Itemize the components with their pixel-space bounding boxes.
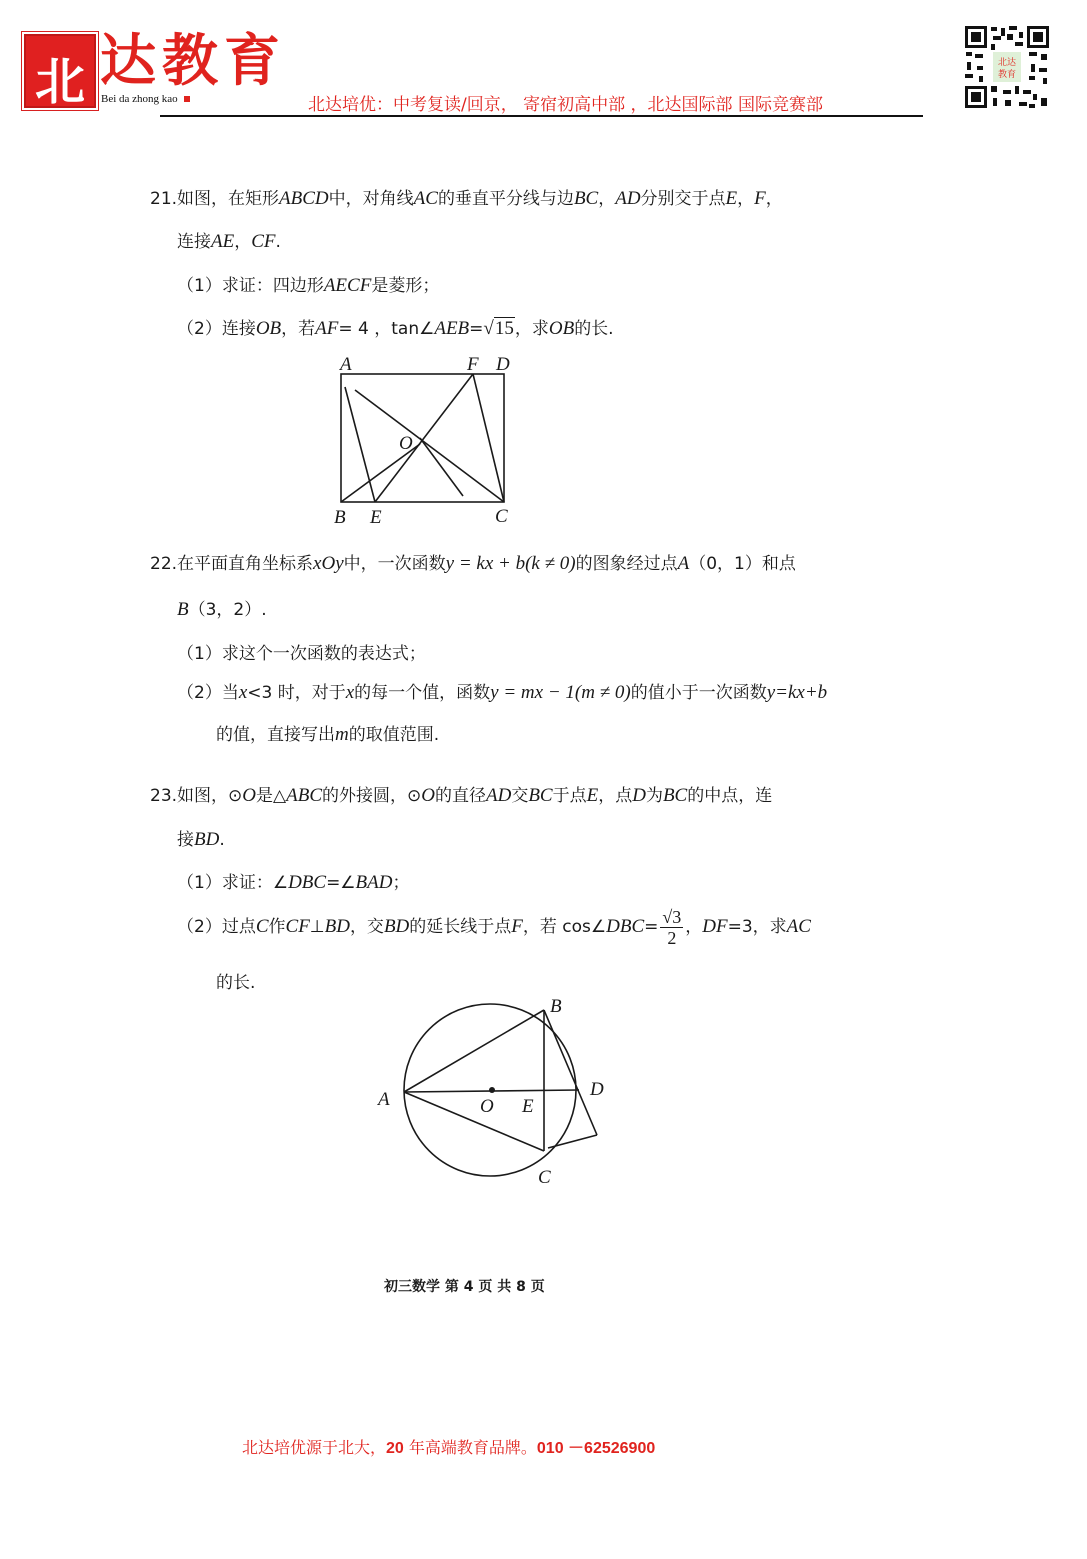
seg-ef [375,374,473,502]
label-c: C [495,506,508,527]
q23-stem-line2: 接BD. [177,829,225,850]
qr-label-bottom: 教育 [997,70,1017,80]
q23-figure [372,990,612,1190]
q23-part1: （1）求证：∠DBC=∠BAD； [177,872,410,893]
q22-part2-cont: 的值，直接写出m的取值范围. [216,724,440,745]
page-number: 初三数学 第 4 页 共 8 页 [384,1279,545,1295]
header-divider [160,115,923,117]
q21-part1: （1）求证：四边形AECF是菱形； [177,275,440,296]
label-o: O [399,433,413,454]
q23-stem-line1: 23.如图，⊙O是△ABC的外接圆，⊙O的直径AD交BC于点E，点D为BC的中点，连 [150,785,773,806]
label-d: D [590,1079,604,1100]
q22-stem-line1: 22.在平面直角坐标系xOy中，一次函数y = kx + b(k ≠ 0)的图象经过点A（0，1）和点 [150,553,796,574]
q22-stem-line2: B（3，2）. [177,599,267,620]
label-a: A [340,354,352,375]
logo-square-icon [184,96,190,102]
qr-code-icon [963,24,1051,110]
label-d: D [496,354,510,375]
seg-ab [404,1010,544,1092]
seg-ae [345,387,375,502]
label-e: E [370,507,382,528]
q21-stem-line2: 连接AE，CF. [177,231,281,252]
label-a: A [378,1089,390,1110]
q23-part2-cont: 的长. [216,973,256,993]
logo-subtitle: Bei da zhong kao [101,93,190,105]
q22-part1: （1）求这个一次函数的表达式； [177,644,426,664]
logo-seal-char: 北 [35,52,85,111]
footer-slogan: 北达培优源于北大，20 年高端教育品牌。010 －62526900 [242,1438,656,1457]
label-o: O [480,1096,494,1117]
header-slogan: 北达培优：中考复读/回京， 寄宿初高中部 ，北达国际部 国际竞赛部 [308,95,823,115]
q23-part2: （2）过点C作CF⊥BD，交BD的延长线于点F，若 cos∠DBC= $\frac{√3}{2}$ ，DF=3，求AC [177,906,811,948]
q21-figure [325,352,525,530]
seg-bf [544,1010,597,1135]
logo-title: 达教育 [100,28,286,94]
fraction-sqrt3-over-2: $\frac{√3}{2}$ [662,906,682,948]
logo-seal [24,34,96,111]
center-dot [489,1087,495,1093]
label-b: B [334,507,346,528]
label-e: E [522,1096,534,1117]
sqrt-15: √15 [483,318,514,339]
label-b: B [550,996,562,1017]
label-c: C [538,1167,551,1188]
q22-part2: （2）当x<3 时，对于x的每一个值，函数y = mx − 1(m ≠ 0)的值小于一次函数y=kx+b [177,682,828,703]
qr-label-top: 北达 [997,58,1017,68]
seg-cf [548,1135,597,1148]
label-f: F [467,354,479,375]
q21-part2: （2）连接OB，若AF= 4 ，tan∠AEB=√15，求OB的长. [177,318,614,339]
q21-stem-line1: 21.如图，在矩形ABCD中，对角线AC的垂直平分线与边BC，AD分别交于点E，F， [150,188,783,209]
